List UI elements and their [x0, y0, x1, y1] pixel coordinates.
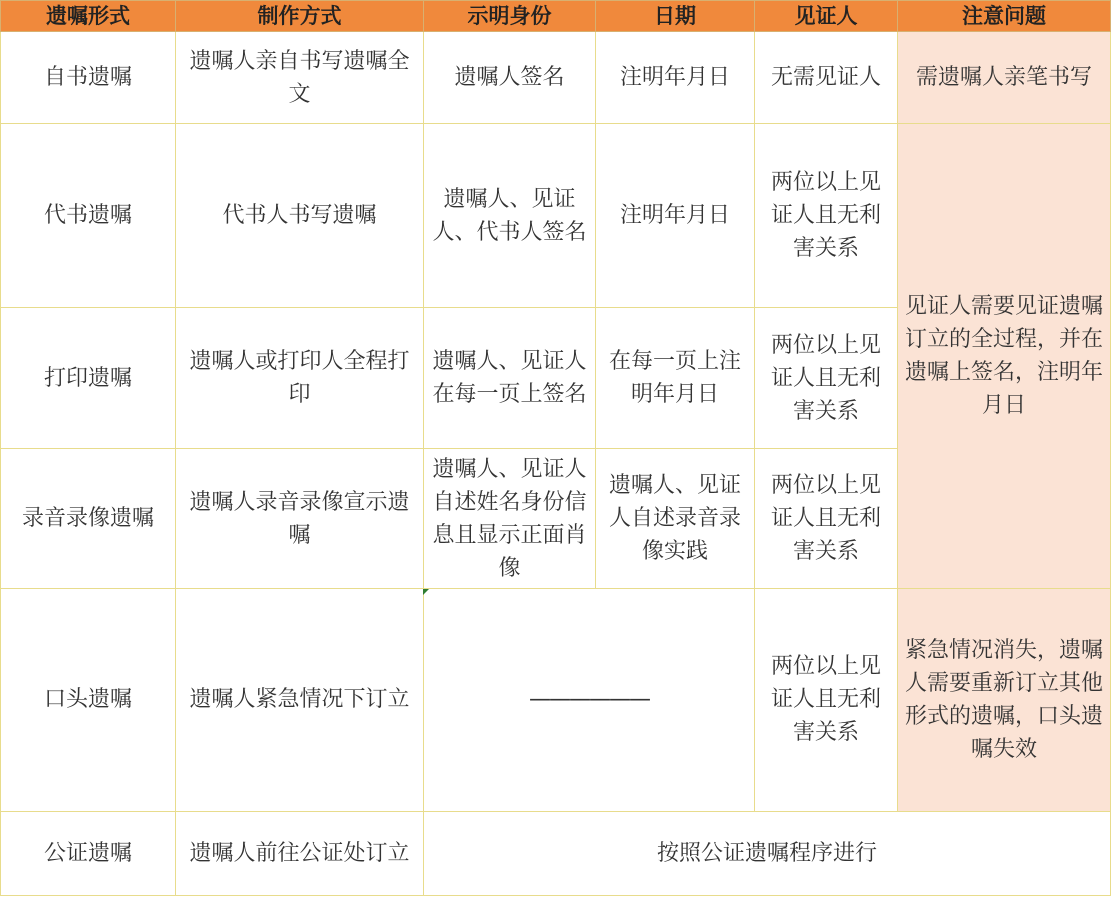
cell-date: 注明年月日: [596, 124, 755, 308]
header-notes: 注意问题: [898, 1, 1111, 32]
cell-form: 打印遗嘱: [1, 307, 176, 448]
cell-form: 口头遗嘱: [1, 588, 176, 811]
cell-form: 录音录像遗嘱: [1, 449, 176, 588]
cell-identity: 遗嘱人、见证人在每一页上签名: [424, 307, 596, 448]
table-row-self-written: [1, 32, 1111, 124]
cell-form: 代书遗嘱: [1, 124, 176, 308]
cell-note: 紧急情况消失，遗嘱人需要重新订立其他形式的遗嘱，口头遗嘱失效: [898, 588, 1111, 811]
header-method: 制作方式: [176, 1, 424, 32]
cell-witness: 两位以上见证人且无利害关系: [755, 124, 898, 308]
cell-identity: 遗嘱人、见证人、代书人签名: [424, 124, 596, 308]
cell-notary-procedure: 按照公证遗嘱程序进行: [424, 811, 1111, 895]
header-date: 日期: [596, 1, 755, 32]
table-row-notarized: [1, 811, 1111, 895]
cell-form: 公证遗嘱: [1, 811, 176, 895]
cell-identity: 遗嘱人、见证人自述姓名身份信息且显示正面肖像: [424, 449, 596, 588]
cell-identity: 遗嘱人签名: [424, 32, 596, 124]
header-witness: 见证人: [755, 1, 898, 32]
cell-form: 自书遗嘱: [1, 32, 176, 124]
cell-witness: 两位以上见证人且无利害关系: [755, 307, 898, 448]
header-will-form: 遗嘱形式: [1, 1, 176, 32]
cell-witness: 无需见证人: [755, 32, 898, 124]
cell-witness: 两位以上见证人且无利害关系: [755, 449, 898, 588]
table-row-oral: [1, 588, 1111, 811]
cell-method: 遗嘱人紧急情况下订立: [176, 588, 424, 811]
cell-date: 遗嘱人、见证人自述录音录像实践: [596, 449, 755, 588]
cell-witness: 两位以上见证人且无利害关系: [755, 588, 898, 811]
header-identity: 示明身份: [424, 1, 596, 32]
cell-method: 代书人书写遗嘱: [176, 124, 424, 308]
cell-method: 遗嘱人录音录像宣示遗嘱: [176, 449, 424, 588]
table-row-proxy-written: [1, 124, 1111, 308]
cell-not-applicable-dash: ——————: [424, 588, 755, 811]
cell-method: 遗嘱人前往公证处订立: [176, 811, 424, 895]
cell-method: 遗嘱人或打印人全程打印: [176, 307, 424, 448]
cell-date: 在每一页上注明年月日: [596, 307, 755, 448]
cell-method: 遗嘱人亲自书写遗嘱全文: [176, 32, 424, 124]
cell-shared-note: 见证人需要见证遗嘱订立的全过程，并在遗嘱上签名，注明年月日: [898, 124, 1111, 589]
cell-date: 注明年月日: [596, 32, 755, 124]
header-row: [1, 1, 1111, 32]
cell-note: 需遗嘱人亲笔书写: [898, 32, 1111, 124]
cell-corner-marker: [423, 589, 429, 595]
